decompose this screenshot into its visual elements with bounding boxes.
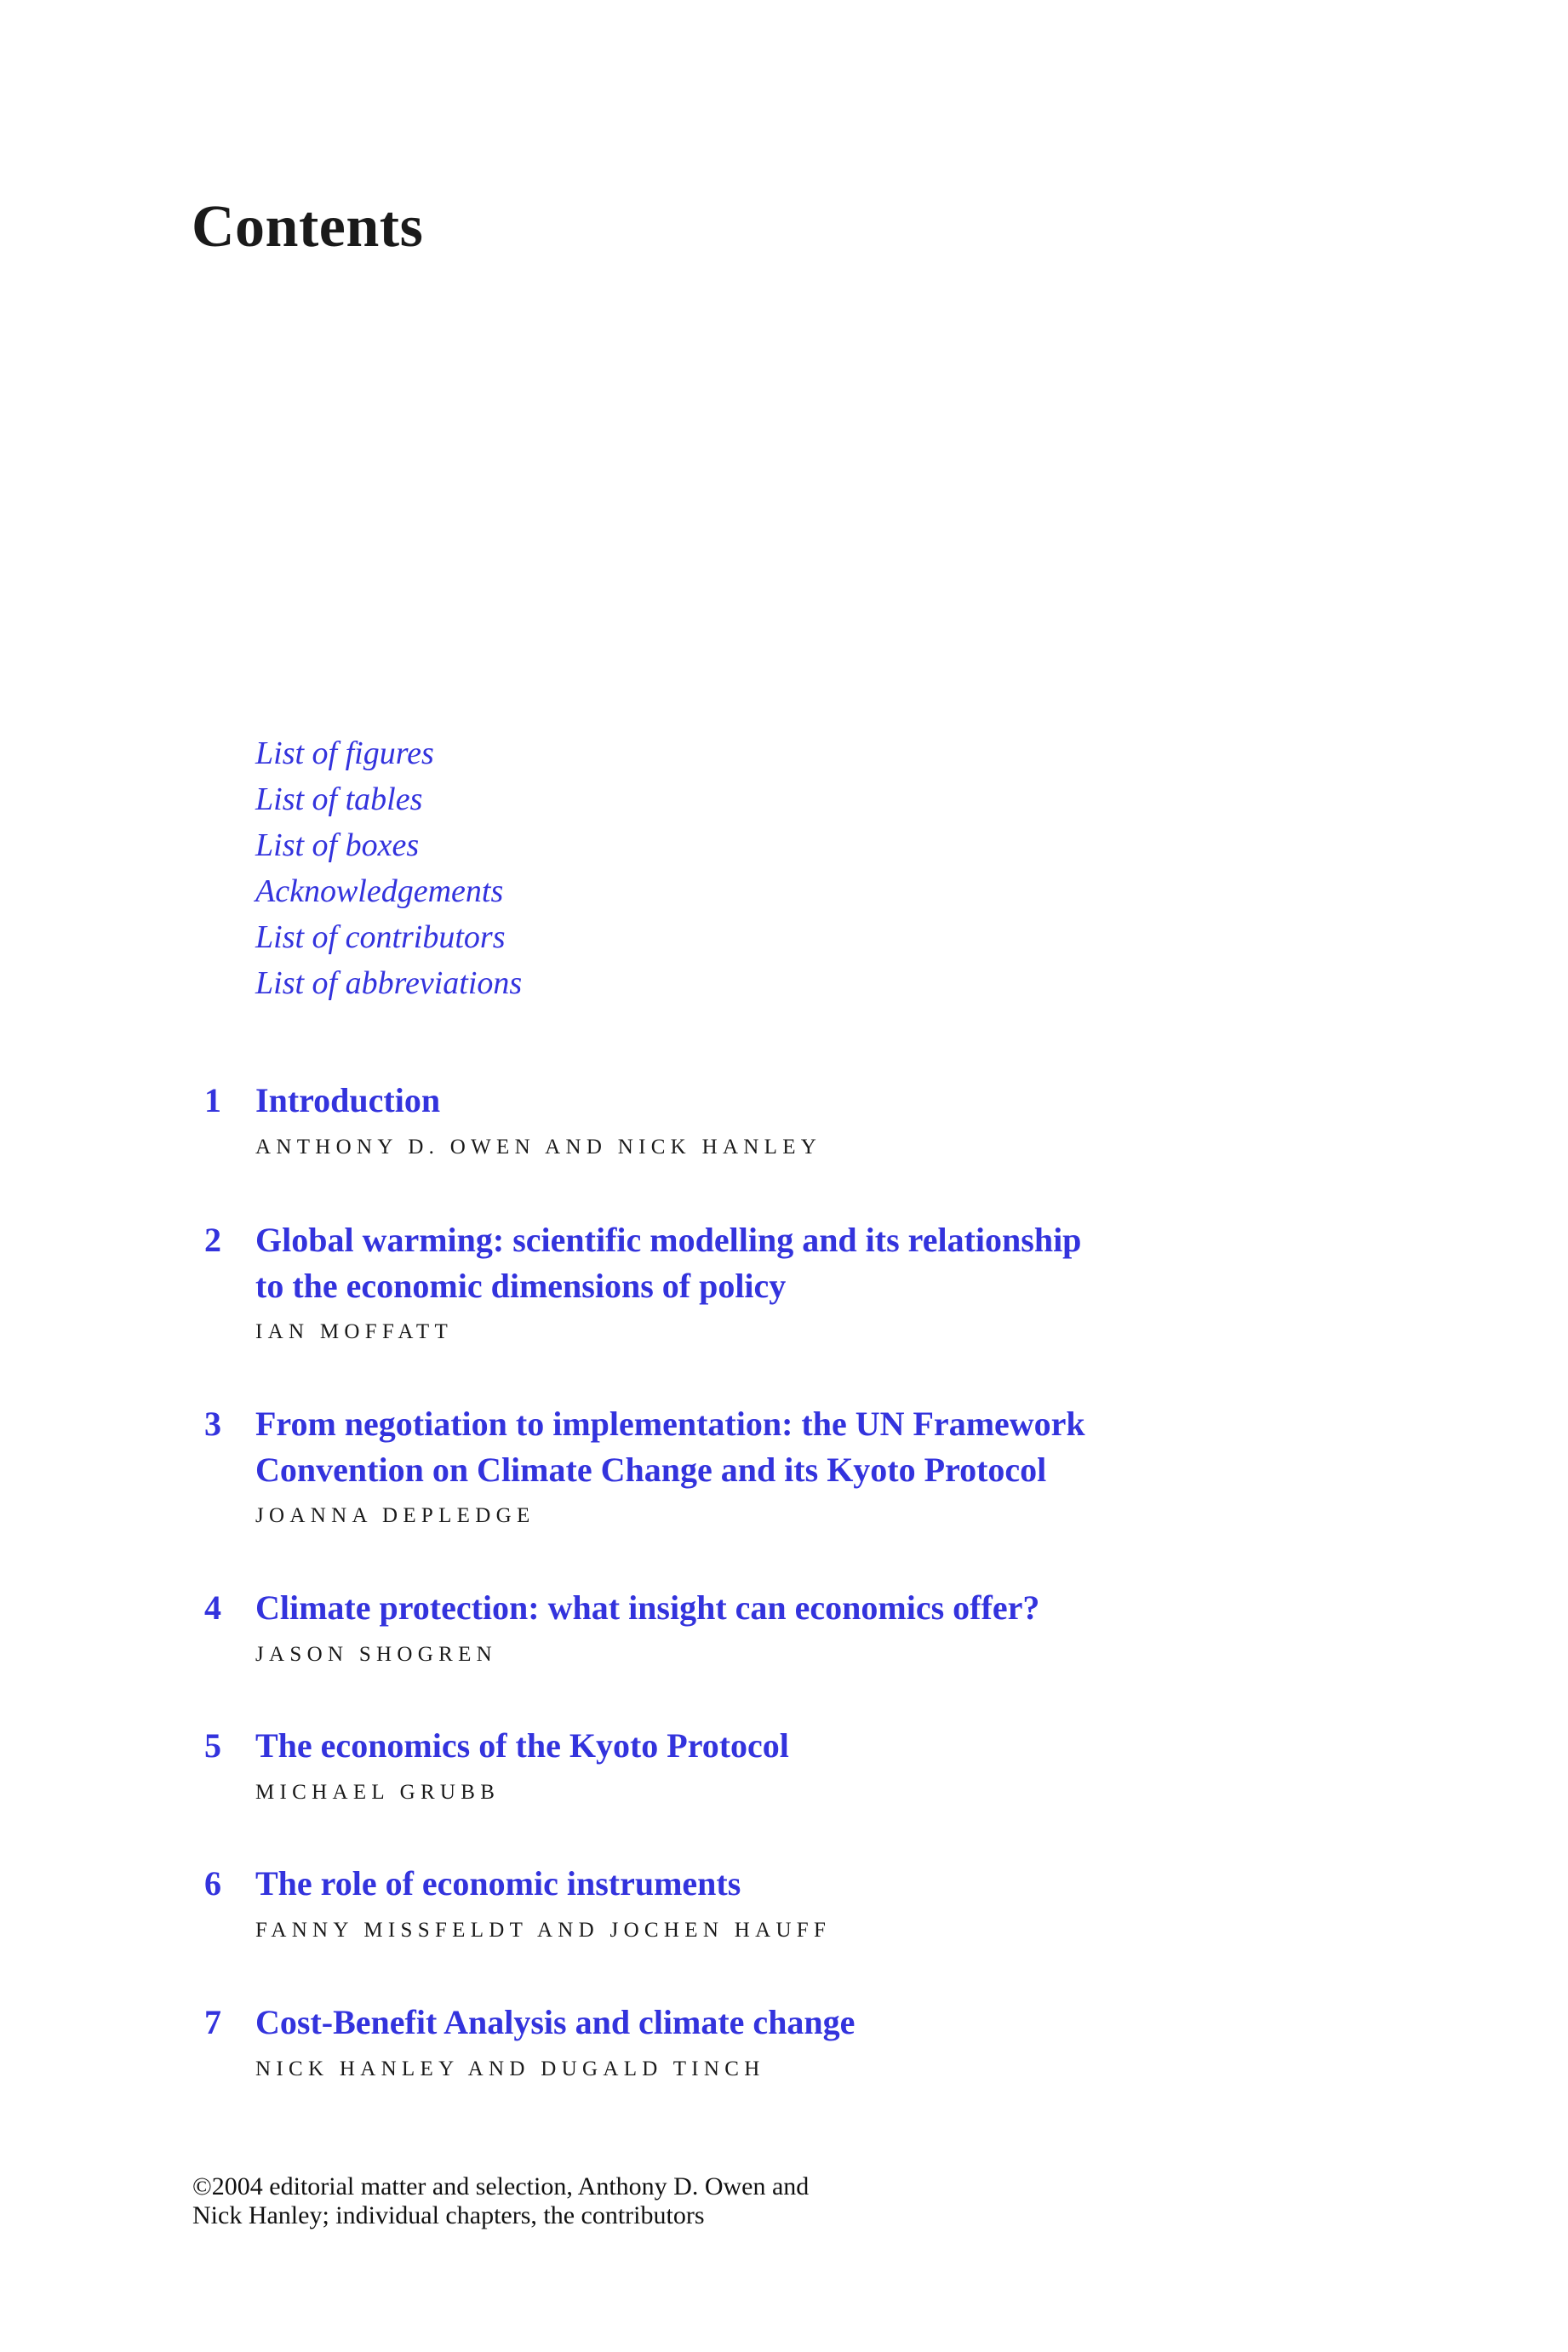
chapter-title-link-5[interactable] [255, 1723, 1234, 1769]
chapter-title-link-7[interactable] [255, 2000, 1234, 2046]
chapter-number: 1 [204, 1081, 221, 1119]
chapter-number: 3 [204, 1405, 221, 1443]
chapter-author: IAN MOFFATT [255, 1320, 454, 1343]
front-matter-link-acknowledgements[interactable]: Acknowledgements [255, 873, 504, 909]
front-matter-link-list-of-figures[interactable]: List of figures [255, 735, 434, 771]
front-matter-link-list-of-abbreviations[interactable]: List of abbreviations [255, 965, 523, 1001]
chapter-title-link-6[interactable] [255, 1861, 1234, 1907]
chapter-title-line: The role of economic instruments [255, 1864, 741, 1903]
page-title: Contents [192, 194, 424, 260]
chapter-title-line: Climate protection: what insight can economics offer? [255, 1588, 1040, 1627]
chapter-title-line: From negotiation to implementation: the UN Framework [255, 1405, 1085, 1443]
copyright-line: ©2004 editorial matter and selection, Anthony D. Owen and [192, 2172, 810, 2200]
chapter-title-link-1[interactable] [255, 1078, 1234, 1124]
chapter-number: 7 [204, 2003, 221, 2041]
copyright-notice [192, 2172, 959, 2230]
chapter-author: JOANNA DEPLEDGE [255, 1504, 535, 1527]
chapter-title-line: Convention on Climate Change and its Kyoto Protocol [255, 1451, 1047, 1489]
chapter-author: FANNY MISSFELDT AND JOCHEN HAUFF [255, 1919, 832, 1942]
chapter-title-line: The economics of the Kyoto Protocol [255, 1726, 789, 1765]
copyright-line: Nick Hanley; individual chapters, the contributors [192, 2201, 705, 2229]
chapter-title-link-3[interactable] [255, 1401, 1234, 1493]
chapter-title-line: to the economic dimensions of policy [255, 1267, 787, 1305]
chapter-author: ANTHONY D. OWEN AND NICK HANLEY [255, 1136, 822, 1159]
chapter-title-link-4[interactable] [255, 1585, 1234, 1631]
chapter-author: MICHAEL GRUBB [255, 1781, 501, 1804]
chapter-title-line: Global warming: scientific modelling and its relationship [255, 1221, 1082, 1259]
chapter-number: 2 [204, 1221, 221, 1259]
chapter-title-line: Cost-Benefit Analysis and climate change [255, 2003, 856, 2041]
front-matter-link-list-of-contributors[interactable]: List of contributors [255, 919, 506, 955]
chapter-number: 4 [204, 1588, 221, 1627]
front-matter-link-list-of-tables[interactable]: List of tables [255, 781, 423, 817]
chapter-title-line: Introduction [255, 1081, 441, 1119]
chapter-author: NICK HANLEY AND DUGALD TINCH [255, 2057, 765, 2080]
chapter-number: 6 [204, 1864, 221, 1903]
chapter-title-link-2[interactable] [255, 1217, 1234, 1309]
chapter-author: JASON SHOGREN [255, 1643, 498, 1666]
chapter-number: 5 [204, 1726, 221, 1765]
front-matter-link-list-of-boxes[interactable]: List of boxes [255, 827, 420, 863]
